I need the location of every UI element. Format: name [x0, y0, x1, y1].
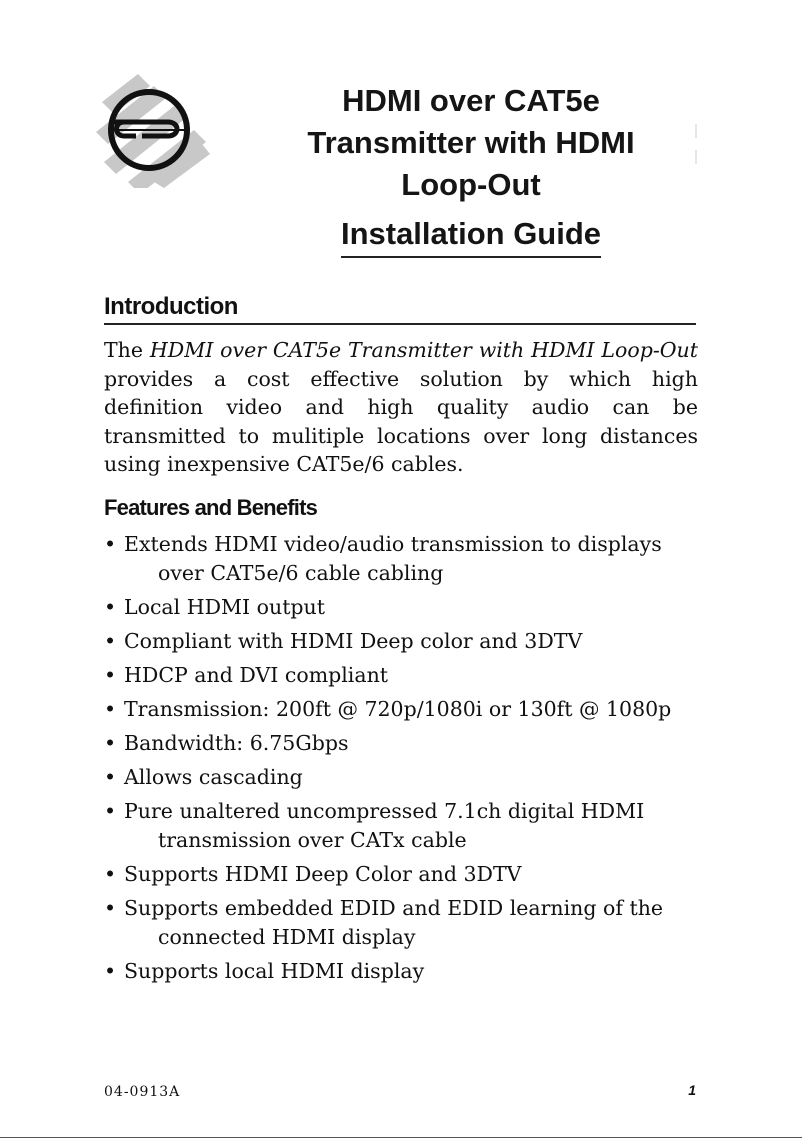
edge-mark — [695, 150, 697, 164]
installation-guide-heading: Installation Guide — [341, 214, 601, 258]
logo-icon — [92, 70, 212, 188]
list-item — [104, 593, 684, 622]
intro-text-start: The — [104, 338, 150, 362]
feature-text: Allows cascading — [124, 765, 303, 789]
bullet-icon: • — [104, 595, 117, 619]
title-line-2: Transmitter with HDMI — [307, 125, 635, 160]
feature-text: Supports HDMI Deep Color and 3DTV — [124, 862, 522, 886]
feature-text: Transmission: 200ft @ 720p/1080i or 130ft @ 1080p — [124, 697, 672, 721]
list-item — [104, 627, 684, 656]
bullet-icon: • — [104, 765, 117, 789]
bullet-icon: • — [104, 629, 117, 653]
bullet-icon: • — [104, 959, 117, 983]
feature-text: Extends HDMI video/audio transmission to displays over CAT5e/6 cable cabling — [124, 532, 662, 585]
list-item — [104, 530, 684, 588]
feature-text: Compliant with HDMI Deep color and 3DTV — [124, 629, 583, 653]
feature-text: Local HDMI output — [124, 595, 325, 619]
bullet-icon: • — [104, 896, 117, 920]
features-heading: Features and Benefits — [104, 495, 318, 520]
list-item — [104, 661, 684, 690]
list-item — [104, 894, 684, 952]
document-title — [282, 80, 660, 258]
title-line-1: HDMI over CAT5e — [342, 83, 600, 118]
bullet-icon: • — [104, 697, 117, 721]
feature-text: HDCP and DVI compliant — [124, 663, 389, 687]
bullet-icon: • — [104, 532, 117, 556]
feature-text: Pure unaltered uncompressed 7.1ch digital HDMI transmission over CATx cable — [124, 799, 645, 852]
features-list — [104, 530, 684, 991]
title-line-3: Loop-Out — [401, 167, 541, 202]
page-number: 1 — [688, 1082, 696, 1098]
feature-text: Supports embedded EDID and EDID learning of the connected HDMI display — [124, 896, 664, 949]
bullet-icon: • — [104, 731, 117, 755]
document-code: 04-0913A — [104, 1084, 181, 1100]
feature-text: Supports local HDMI display — [124, 959, 425, 983]
sabrent-logo — [92, 70, 212, 188]
product-name: HDMI over CAT5e Transmitter with HDMI Loop-Out — [149, 338, 698, 362]
intro-text-rest: provides a cost effective solution by which high definition video and high quality audio can be transmitted to mulitiple locations over long distances using inexpensive CAT5e/6 cables. — [104, 366, 698, 476]
bullet-icon: • — [104, 862, 117, 886]
bullet-icon: • — [104, 799, 117, 823]
introduction-paragraph — [104, 336, 698, 479]
list-item — [104, 797, 684, 855]
list-item — [104, 695, 684, 724]
list-item — [104, 729, 684, 758]
bullet-icon: • — [104, 663, 117, 687]
list-item — [104, 957, 684, 986]
list-item — [104, 763, 684, 792]
introduction-heading: Introduction — [104, 292, 696, 325]
feature-text: Bandwidth: 6.75Gbps — [124, 731, 349, 755]
edge-mark — [695, 124, 697, 138]
page-bottom-divider — [0, 1137, 802, 1138]
list-item — [104, 860, 684, 889]
